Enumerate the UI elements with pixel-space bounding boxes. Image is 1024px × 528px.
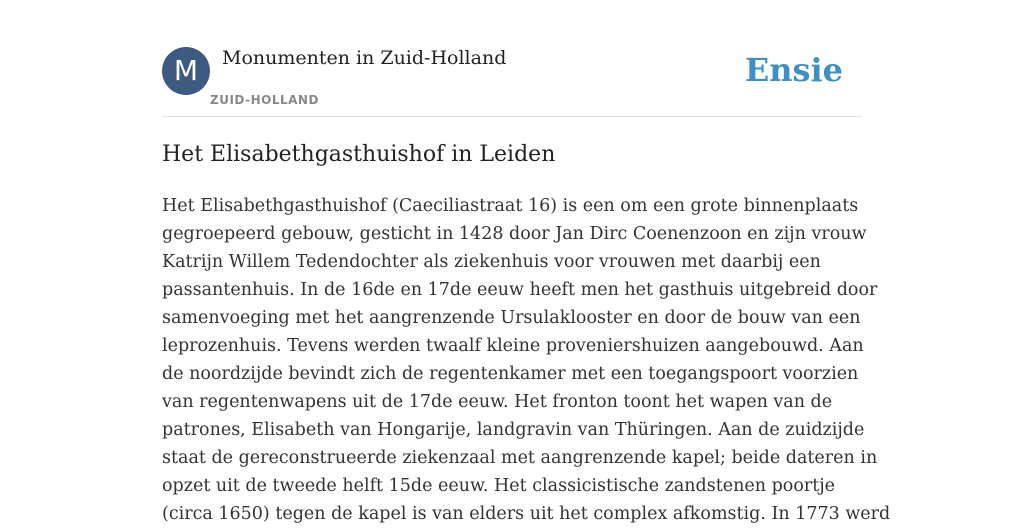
body-line: (circa 1650) tegen de kapel is van elders uit het complex afkomstig. In 1773 werd [162, 504, 891, 524]
book-title[interactable]: Monumenten in Zuid-Holland [222, 47, 507, 69]
avatar: M [162, 47, 210, 95]
body-line: passantenhuis. In de 16de en 17de eeuw heeft men het gasthuis uitgebreid door [162, 280, 878, 300]
category-label[interactable]: ZUID-HOLLAND [210, 93, 319, 107]
body-line: van regentenwapens uit de 17de eeuw. Het fronton toont het wapen van de [162, 392, 833, 412]
body-line: Het Elisabethgasthuishof (Caeciliastraat 16) is een om een grote binnenplaats [162, 196, 859, 216]
body-line: de noordzijde bevindt zich de regentenkamer met een toegangspoort voorzien [162, 364, 859, 384]
body-line: Katrijn Willem Tedendochter als ziekenhuis voor vrouwen met daarbij een [162, 252, 821, 272]
header [162, 46, 862, 117]
body-line: gegroepeerd gebouw, gesticht in 1428 door Jan Dirc Coenenzoon en zijn vrouw [162, 224, 867, 244]
body-line: opzet uit de tweede helft 15de eeuw. Het classicistische zandstenen poortje [162, 476, 836, 496]
ensie-logo[interactable]: Ensie [744, 51, 843, 89]
body-line: staat de gereconstrueerde ziekenzaal met aangrenzende kapel; beide dateren in [162, 448, 878, 468]
body-line: patrones, Elisabeth van Hongarije, landgravin van Thüringen. Aan de zuidzijde [162, 420, 865, 440]
article-body [162, 192, 891, 528]
article-title: Het Elisabethgasthuishof in Leiden [162, 142, 556, 167]
body-line: leprozenhuis. Tevens werden twaalf kleine proveniershuizen aangebouwd. Aan [162, 336, 864, 356]
body-line: samenvoeging met het aangrenzende Ursulaklooster en door de bouw van een [162, 308, 861, 328]
